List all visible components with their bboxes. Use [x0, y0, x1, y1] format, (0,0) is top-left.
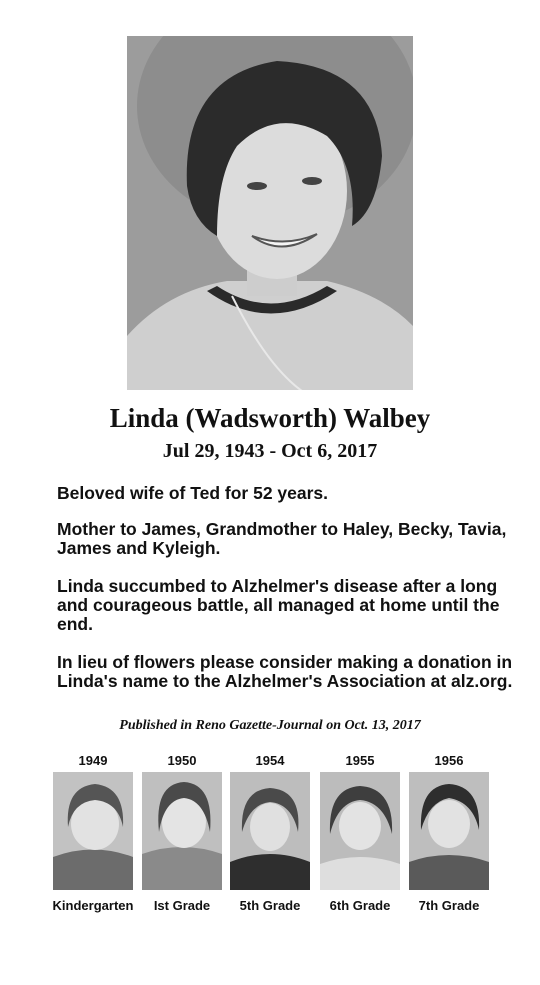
photo-grade: Ist Grade — [153, 898, 211, 913]
school-photo-item — [51, 750, 135, 913]
school-photo — [230, 772, 310, 890]
photo-grade: Kindergarten — [52, 898, 134, 913]
photo-year: 1950 — [167, 753, 197, 768]
photo-year: 1954 — [255, 753, 285, 768]
school-photo-item — [407, 750, 491, 913]
obituary-paragraph: Beloved wife of Ted for 52 years. — [57, 483, 329, 503]
photo-year: 1949 — [78, 753, 108, 768]
life-dates: Jul 29, 1943 - Oct 6, 2017 — [162, 440, 378, 462]
school-photo-strip — [0, 750, 540, 930]
school-photo — [409, 772, 489, 890]
portrait-photo — [127, 36, 413, 390]
school-photo — [320, 772, 400, 890]
photo-grade: 7th Grade — [418, 898, 480, 913]
photo-year: 1955 — [345, 753, 375, 768]
photo-year: 1956 — [434, 753, 464, 768]
school-photo — [142, 772, 222, 890]
school-photo-item — [228, 750, 312, 913]
publication-note: Published in Reno Gazette-Journal on Oct. 13, 2017 — [119, 718, 421, 733]
photo-grade: 5th Grade — [239, 898, 301, 913]
obituary-paragraph: Mother to James, Grandmother to Haley, Becky, Tavia, James and Kyleigh. — [57, 519, 507, 558]
obituary-paragraph: Linda succumbed to Alzhelmer's disease after a long and courageous battle, all managed at home until the end. — [57, 576, 500, 634]
school-photo — [53, 772, 133, 890]
school-photo-item — [318, 750, 402, 913]
obituary-paragraph: In lieu of flowers please consider making a donation in Linda's name to the Alzhelmer's Association at alz.org. — [57, 652, 513, 691]
deceased-name: Linda (Wadsworth) Walbey — [109, 403, 431, 433]
school-photo-item — [140, 750, 224, 913]
photo-grade: 6th Grade — [329, 898, 391, 913]
